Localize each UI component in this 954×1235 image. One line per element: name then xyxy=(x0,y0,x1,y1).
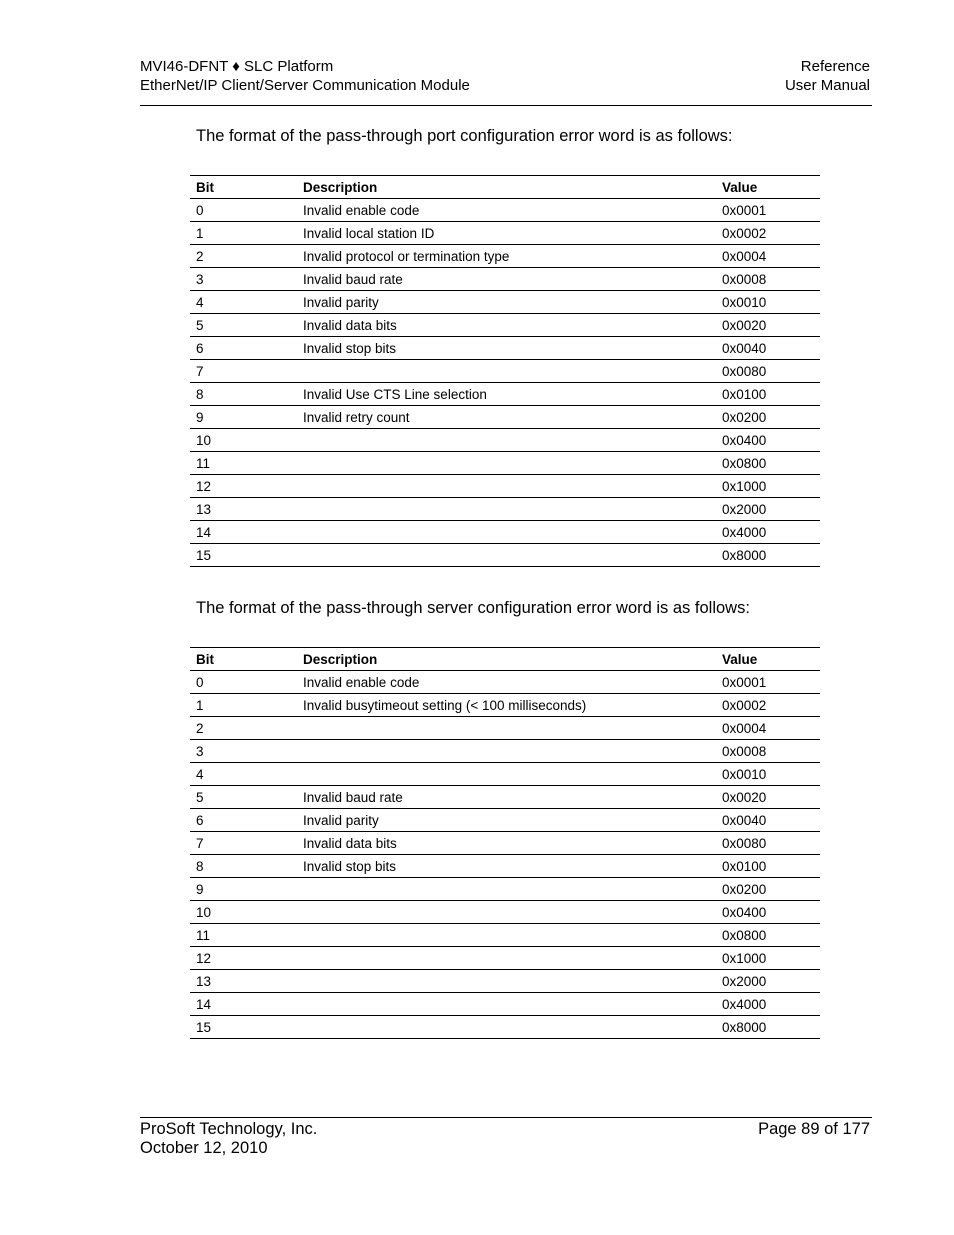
column-header-value: Value xyxy=(716,648,820,671)
table-row xyxy=(190,498,820,521)
table-row xyxy=(190,740,820,763)
table-header-row xyxy=(190,176,820,199)
table-header-row xyxy=(190,648,820,671)
description-cell: Invalid enable code xyxy=(297,199,716,222)
value-cell: 0x1000 xyxy=(716,475,820,498)
description-cell xyxy=(297,947,716,970)
header-divider xyxy=(140,105,872,106)
bit-cell: 4 xyxy=(190,763,297,786)
value-cell: 0x4000 xyxy=(716,993,820,1016)
column-header-description: Description xyxy=(297,176,716,199)
table-row xyxy=(190,429,820,452)
description-cell xyxy=(297,924,716,947)
server-error-intro: The format of the pass-through server configuration error word is as follows: xyxy=(196,599,750,617)
table-row xyxy=(190,245,820,268)
description-cell xyxy=(297,498,716,521)
value-cell: 0x0020 xyxy=(716,314,820,337)
description-cell: Invalid busytimeout setting (< 100 milliseconds) xyxy=(297,694,716,717)
bit-cell: 5 xyxy=(190,314,297,337)
value-cell: 0x0020 xyxy=(716,786,820,809)
value-cell: 0x0004 xyxy=(716,717,820,740)
column-header-bit: Bit xyxy=(190,176,297,199)
value-cell: 0x0800 xyxy=(716,924,820,947)
table-row xyxy=(190,878,820,901)
value-cell: 0x0800 xyxy=(716,452,820,475)
table-row xyxy=(190,291,820,314)
bit-cell: 8 xyxy=(190,383,297,406)
bit-cell: 9 xyxy=(190,878,297,901)
description-cell xyxy=(297,763,716,786)
bit-cell: 15 xyxy=(190,544,297,567)
bit-cell: 9 xyxy=(190,406,297,429)
value-cell: 0x0040 xyxy=(716,337,820,360)
description-cell xyxy=(297,452,716,475)
value-cell: 0x0040 xyxy=(716,809,820,832)
description-cell xyxy=(297,521,716,544)
description-cell: Invalid protocol or termination type xyxy=(297,245,716,268)
bit-cell: 1 xyxy=(190,694,297,717)
description-cell xyxy=(297,970,716,993)
table-row xyxy=(190,1016,820,1039)
value-cell: 0x0004 xyxy=(716,245,820,268)
value-cell: 0x0010 xyxy=(716,763,820,786)
table-row xyxy=(190,694,820,717)
server-error-table xyxy=(190,647,820,1039)
server-error-table-body xyxy=(190,671,820,1039)
description-cell xyxy=(297,878,716,901)
port-error-intro: The format of the pass-through port configuration error word is as follows: xyxy=(196,127,733,145)
value-cell: 0x2000 xyxy=(716,498,820,521)
bit-cell: 11 xyxy=(190,452,297,475)
module-name: EtherNet/IP Client/Server Communication Module xyxy=(140,77,470,94)
description-cell xyxy=(297,544,716,567)
bit-cell: 13 xyxy=(190,970,297,993)
port-error-table xyxy=(190,175,820,567)
header-left xyxy=(140,57,470,95)
bit-cell: 7 xyxy=(190,832,297,855)
bit-cell: 14 xyxy=(190,521,297,544)
bit-cell: 14 xyxy=(190,993,297,1016)
value-cell: 0x0080 xyxy=(716,360,820,383)
description-cell: Invalid retry count xyxy=(297,406,716,429)
description-cell xyxy=(297,740,716,763)
table-row xyxy=(190,763,820,786)
table-row xyxy=(190,544,820,567)
table-row xyxy=(190,406,820,429)
bit-cell: 12 xyxy=(190,947,297,970)
value-cell: 0x0200 xyxy=(716,406,820,429)
table-row xyxy=(190,970,820,993)
value-cell: 0x0200 xyxy=(716,878,820,901)
product-line: MVI46-DFNT ♦ SLC Platform xyxy=(140,58,334,75)
company-name: ProSoft Technology, Inc. xyxy=(140,1120,318,1138)
port-error-table-body xyxy=(190,199,820,567)
bit-cell: 0 xyxy=(190,671,297,694)
table-row xyxy=(190,337,820,360)
value-cell: 0x0008 xyxy=(716,740,820,763)
description-cell: Invalid data bits xyxy=(297,832,716,855)
description-cell: Invalid stop bits xyxy=(297,337,716,360)
description-cell: Invalid parity xyxy=(297,291,716,314)
bit-cell: 2 xyxy=(190,245,297,268)
value-cell: 0x8000 xyxy=(716,1016,820,1039)
table-row xyxy=(190,832,820,855)
table-row xyxy=(190,786,820,809)
bit-cell: 7 xyxy=(190,360,297,383)
table-row xyxy=(190,199,820,222)
bit-cell: 3 xyxy=(190,740,297,763)
doc-type: User Manual xyxy=(784,77,870,94)
bit-cell: 11 xyxy=(190,924,297,947)
bit-cell: 13 xyxy=(190,498,297,521)
value-cell: 0x0002 xyxy=(716,694,820,717)
description-cell xyxy=(297,901,716,924)
bit-cell: 1 xyxy=(190,222,297,245)
table-row xyxy=(190,809,820,832)
value-cell: 0x0001 xyxy=(716,671,820,694)
table-row xyxy=(190,717,820,740)
value-cell: 0x4000 xyxy=(716,521,820,544)
publication-date: October 12, 2010 xyxy=(140,1139,268,1157)
section-name: Reference xyxy=(800,58,870,75)
description-cell: Invalid parity xyxy=(297,809,716,832)
value-cell: 0x0100 xyxy=(716,383,820,406)
table-row xyxy=(190,383,820,406)
bit-cell: 0 xyxy=(190,199,297,222)
description-cell: Invalid enable code xyxy=(297,671,716,694)
column-header-bit: Bit xyxy=(190,648,297,671)
value-cell: 0x0002 xyxy=(716,222,820,245)
description-cell: Invalid stop bits xyxy=(297,855,716,878)
value-cell: 0x1000 xyxy=(716,947,820,970)
bit-cell: 12 xyxy=(190,475,297,498)
page-number: Page 89 of 177 xyxy=(758,1120,870,1138)
description-cell xyxy=(297,475,716,498)
bit-cell: 3 xyxy=(190,268,297,291)
value-cell: 0x0001 xyxy=(716,199,820,222)
description-cell xyxy=(297,429,716,452)
value-cell: 0x0080 xyxy=(716,832,820,855)
table-row xyxy=(190,475,820,498)
bit-cell: 4 xyxy=(190,291,297,314)
table-row xyxy=(190,452,820,475)
bit-cell: 5 xyxy=(190,786,297,809)
bit-cell: 15 xyxy=(190,1016,297,1039)
table-row xyxy=(190,901,820,924)
table-row xyxy=(190,222,820,245)
value-cell: 0x2000 xyxy=(716,970,820,993)
value-cell: 0x0010 xyxy=(716,291,820,314)
value-cell: 0x0008 xyxy=(716,268,820,291)
description-cell xyxy=(297,360,716,383)
bit-cell: 6 xyxy=(190,337,297,360)
table-row xyxy=(190,314,820,337)
table-row xyxy=(190,924,820,947)
description-cell: Invalid local station ID xyxy=(297,222,716,245)
table-row xyxy=(190,521,820,544)
footer-divider xyxy=(140,1117,872,1118)
description-cell xyxy=(297,993,716,1016)
table-row xyxy=(190,947,820,970)
header-right xyxy=(785,57,870,95)
bit-cell: 10 xyxy=(190,429,297,452)
footer-left xyxy=(140,1120,317,1158)
value-cell: 0x8000 xyxy=(716,544,820,567)
table-row xyxy=(190,671,820,694)
column-header-description: Description xyxy=(297,648,716,671)
table-row xyxy=(190,855,820,878)
table-row xyxy=(190,993,820,1016)
table-row xyxy=(190,360,820,383)
description-cell xyxy=(297,717,716,740)
description-cell: Invalid baud rate xyxy=(297,268,716,291)
table-row xyxy=(190,268,820,291)
description-cell: Invalid Use CTS Line selection xyxy=(297,383,716,406)
value-cell: 0x0100 xyxy=(716,855,820,878)
value-cell: 0x0400 xyxy=(716,901,820,924)
value-cell: 0x0400 xyxy=(716,429,820,452)
description-cell xyxy=(297,1016,716,1039)
bit-cell: 6 xyxy=(190,809,297,832)
bit-cell: 2 xyxy=(190,717,297,740)
bit-cell: 8 xyxy=(190,855,297,878)
description-cell: Invalid data bits xyxy=(297,314,716,337)
column-header-value: Value xyxy=(716,176,820,199)
bit-cell: 10 xyxy=(190,901,297,924)
description-cell: Invalid baud rate xyxy=(297,786,716,809)
